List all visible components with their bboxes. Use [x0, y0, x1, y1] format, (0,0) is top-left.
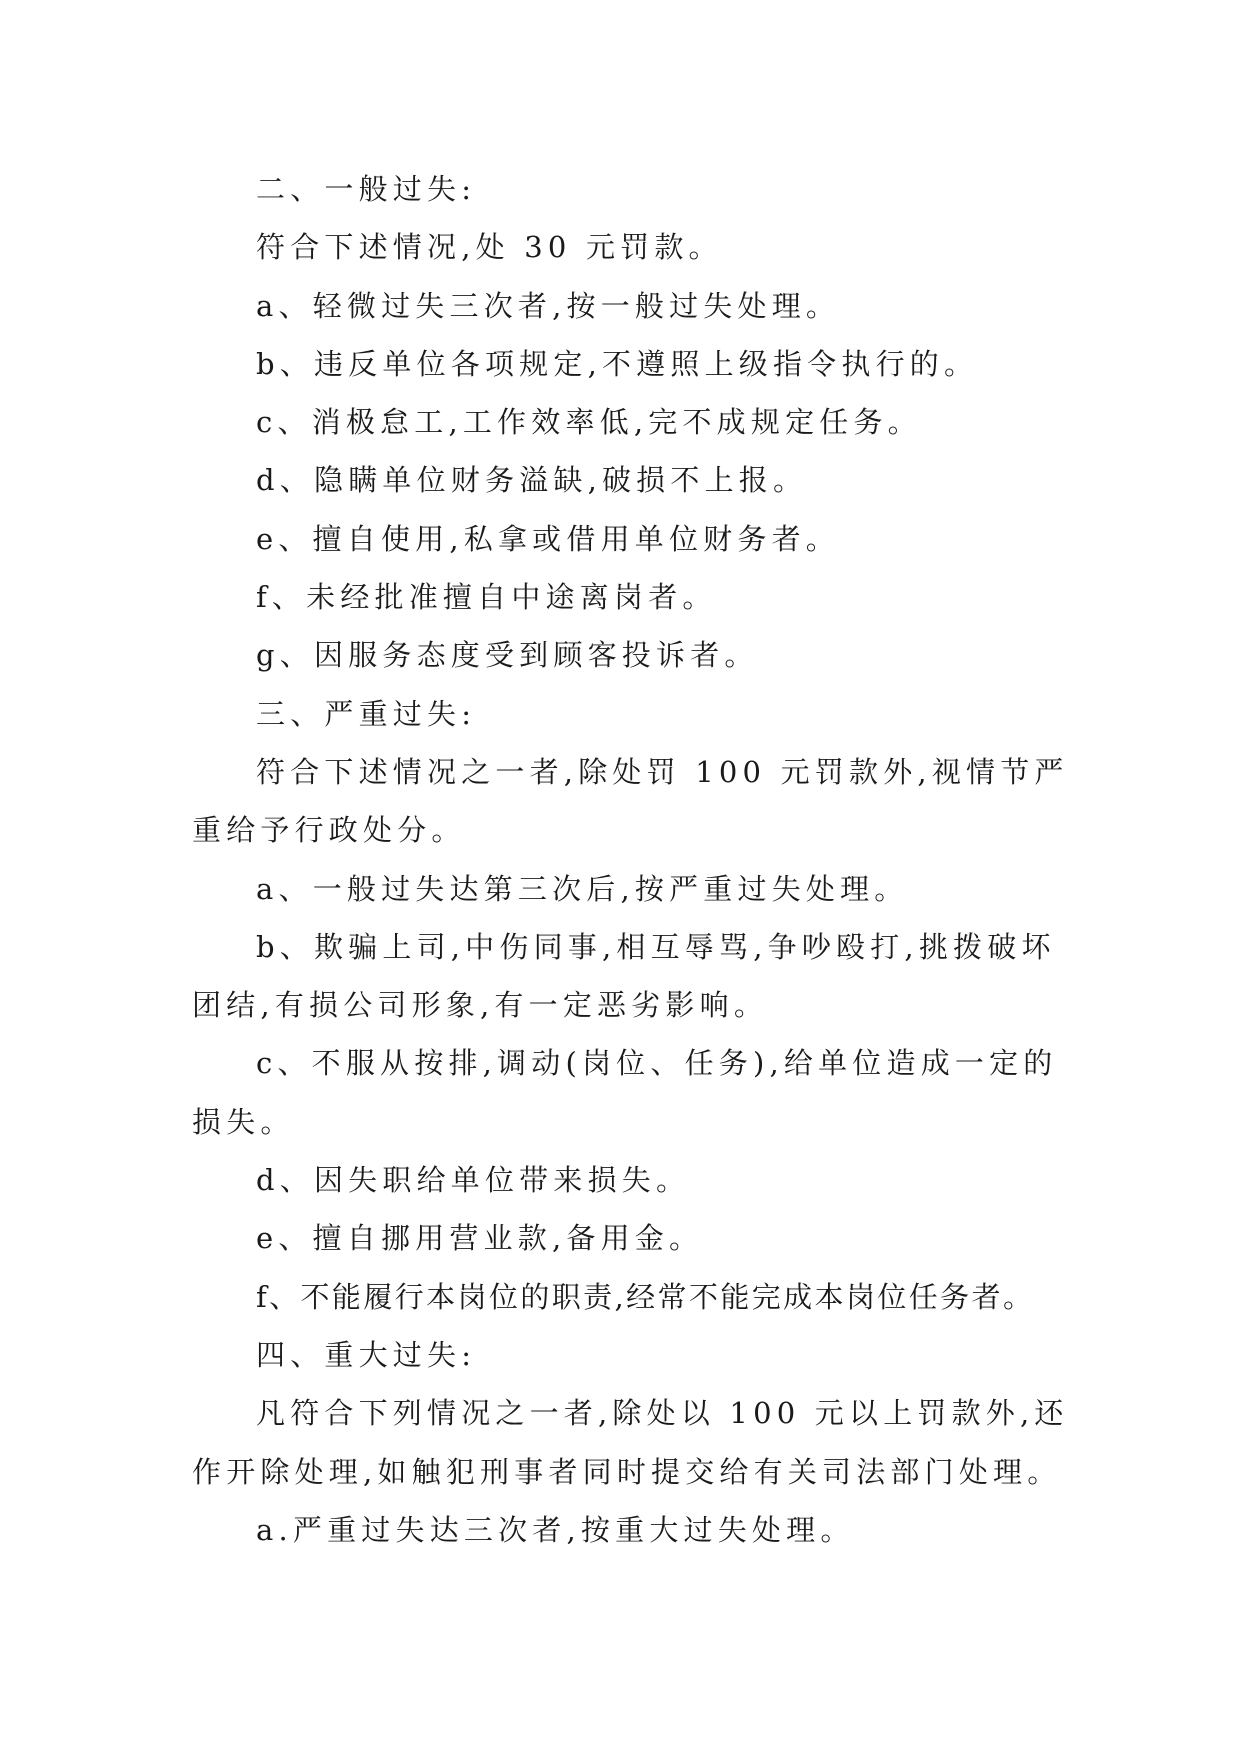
paragraph: 凡符合下列情况之一者,除处以 100 元以上罚款外,还作开除处理,如触犯刑事者同时提交给有关司法部门处理。 — [192, 1396, 1069, 1489]
paragraph: 符合下述情况,处 30 元罚款。 — [256, 230, 723, 265]
list-item: e、擅自挪用营业款,备用金。 — [256, 1221, 704, 1256]
paragraph: 符合下述情况之一者,除处罚 100 元罚款外,视情节严重给予行政处分。 — [192, 754, 1069, 848]
list-item: g、因服务态度受到顾客投诉者。 — [256, 638, 759, 673]
list-item: e、擅自使用,私拿或借用单位财务者。 — [256, 521, 840, 556]
list-item: a.严重过失达三次者,按重大过失处理。 — [256, 1512, 855, 1547]
section-heading-serious-fault: 三、严重过失: — [256, 696, 477, 731]
list-item: f、未经批准擅自中途离岗者。 — [256, 580, 717, 615]
list-item: f、不能履行本岗位的职责,经常不能完成本岗位任务者。 — [256, 1279, 1035, 1314]
list-item: b、欺骗上司,中伤同事,相互辱骂,争吵殴打,挑拨破坏团结,有损公司形象,有一定恶劣影响。 — [192, 929, 1056, 1023]
list-item: b、违反单位各项规定,不遵照上级指令执行的。 — [256, 346, 979, 381]
list-item: d、因失职给单位带来损失。 — [256, 1163, 691, 1198]
list-item: c、消极怠工,工作效率低,完不成规定任务。 — [256, 405, 922, 440]
section-heading-general-fault: 二、一般过失: — [256, 172, 477, 206]
list-item: a、轻微过失三次者,按一般过失处理。 — [256, 288, 841, 323]
section-heading-major-fault: 四、重大过失: — [256, 1337, 477, 1372]
list-item: d、隐瞒单位财务溢缺,破损不上报。 — [256, 463, 808, 498]
list-item: a、一般过失达第三次后,按严重过失处理。 — [256, 871, 909, 906]
list-item: c、不服从按排,调动(岗位、任务),给单位造成一定的损失。 — [192, 1046, 1058, 1139]
document-body — [192, 160, 1072, 1559]
